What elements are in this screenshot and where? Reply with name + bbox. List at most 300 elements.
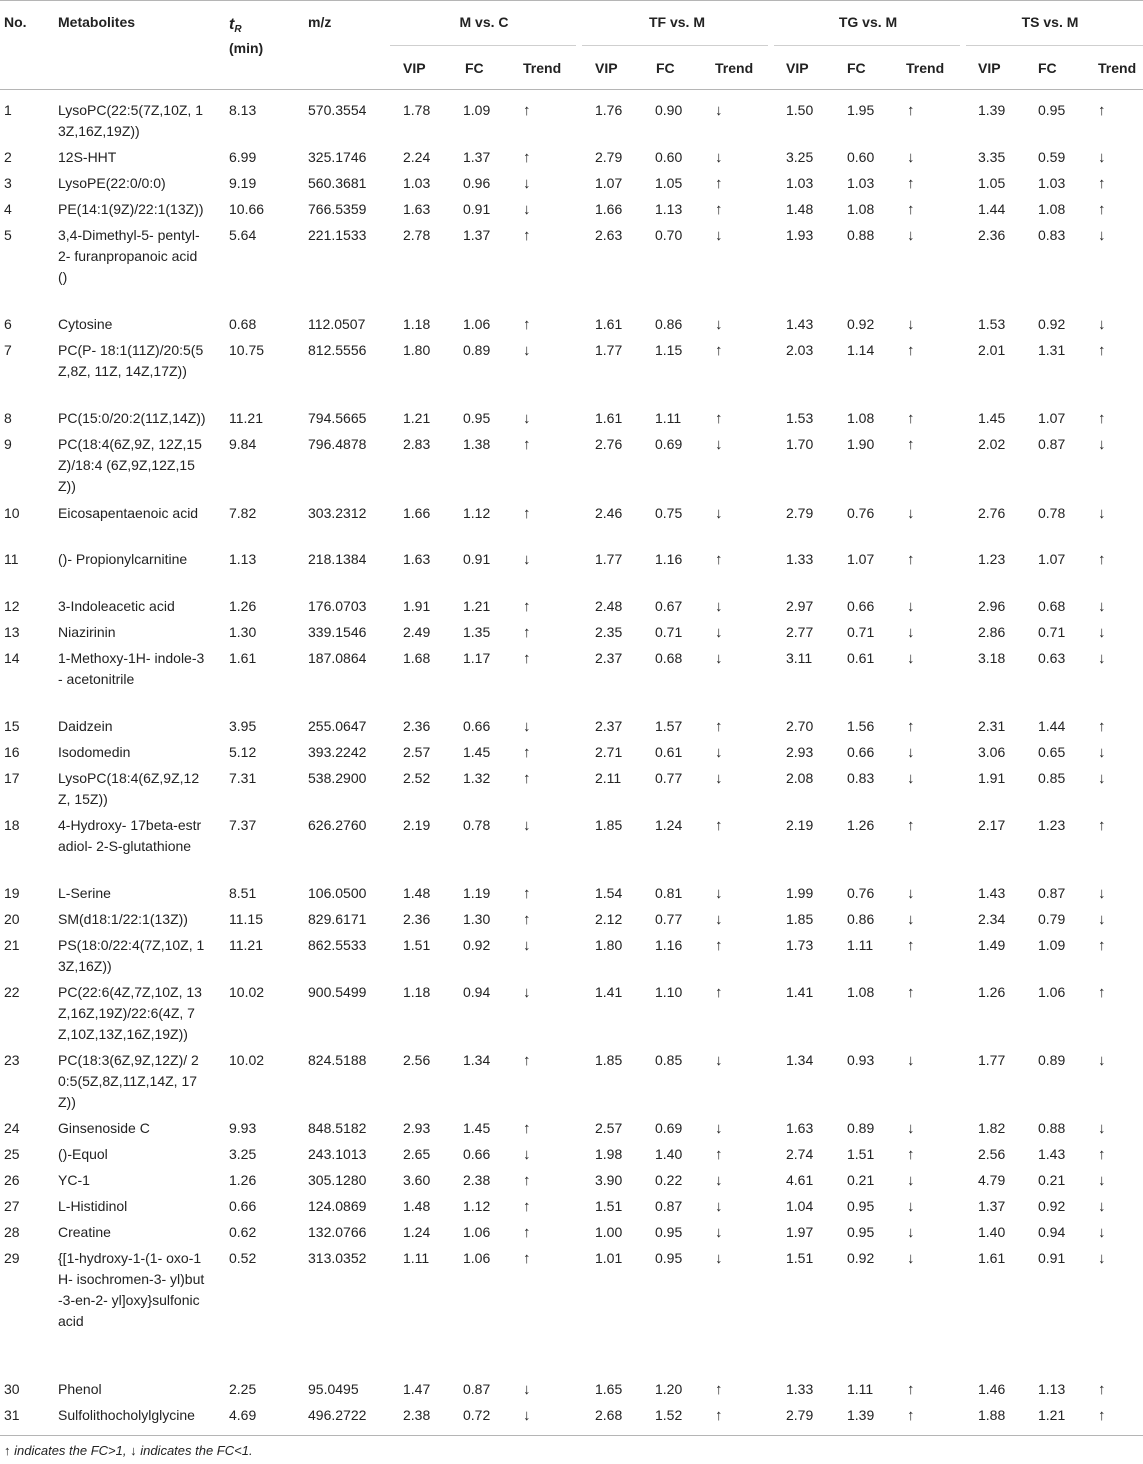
vip-value: 2.48: [595, 598, 623, 614]
trend-arrow: ↑: [715, 175, 723, 192]
vip-value: 1.54: [595, 885, 623, 901]
retention-time: 3.95: [229, 718, 257, 734]
subheader-trend: Trend: [906, 60, 945, 76]
fc-value: 0.61: [847, 650, 875, 666]
mz-value: 187.0864: [308, 650, 367, 666]
vip-value: 2.70: [786, 718, 814, 734]
vip-value: 2.78: [403, 227, 431, 243]
trend-arrow: ↓: [907, 316, 915, 333]
vip-value: 1.77: [595, 551, 623, 567]
row-number: 17: [4, 770, 20, 786]
fc-value: 1.08: [847, 201, 875, 217]
row-number: 31: [4, 1407, 20, 1423]
mz-value: 303.2312: [308, 505, 367, 521]
vip-value: 1.77: [595, 342, 623, 358]
fc-value: 0.95: [463, 410, 491, 426]
vip-value: 1.00: [595, 1224, 623, 1240]
header-group-m-vs-c: M vs. C: [459, 14, 509, 30]
subheader-fc: FC: [1038, 60, 1057, 76]
trend-arrow: ↑: [523, 885, 531, 902]
fc-value: 0.86: [655, 316, 683, 332]
mz-value: 862.5533: [308, 937, 367, 953]
retention-time: 0.62: [229, 1224, 257, 1240]
header-tr-unit: (min): [229, 40, 264, 56]
fc-value: 1.19: [463, 885, 491, 901]
vip-value: 1.23: [978, 551, 1006, 567]
row-number: 8: [4, 410, 12, 426]
vip-value: 2.76: [978, 505, 1006, 521]
vip-value: 2.08: [786, 770, 814, 786]
trend-arrow: ↑: [715, 551, 723, 568]
vip-value: 1.85: [786, 911, 814, 927]
mz-value: 560.3681: [308, 175, 367, 191]
vip-value: 2.93: [403, 1120, 431, 1136]
row-number: 20: [4, 911, 20, 927]
trend-arrow: ↓: [1098, 505, 1106, 522]
vip-value: 1.33: [786, 1381, 814, 1397]
subheader-trend: Trend: [1098, 60, 1137, 76]
mz-value: 112.0507: [308, 316, 366, 332]
vip-value: 1.11: [403, 1250, 430, 1266]
row-number: 12: [4, 598, 20, 614]
fc-value: 0.90: [655, 102, 683, 118]
fc-value: 0.96: [463, 175, 491, 191]
vip-value: 2.38: [403, 1407, 431, 1423]
vip-value: 2.71: [595, 744, 623, 760]
fc-value: 0.81: [655, 885, 683, 901]
trend-arrow: ↓: [715, 102, 723, 119]
trend-arrow: ↓: [523, 551, 531, 568]
fc-value: 0.95: [1038, 102, 1066, 118]
trend-arrow: ↑: [523, 316, 531, 333]
vip-value: 1.61: [978, 1250, 1006, 1266]
vip-value: 1.37: [978, 1198, 1006, 1214]
retention-time: 1.61: [229, 650, 257, 666]
row-number: 23: [4, 1052, 20, 1068]
vip-value: 2.34: [978, 911, 1006, 927]
trend-arrow: ↓: [1098, 624, 1106, 641]
fc-value: 0.87: [1038, 436, 1066, 452]
row-number: 10: [4, 505, 20, 521]
fc-value: 0.66: [847, 744, 875, 760]
fc-value: 0.75: [655, 505, 683, 521]
fc-value: 0.71: [1038, 624, 1066, 640]
fc-value: 0.72: [463, 1407, 491, 1423]
trend-arrow: ↑: [907, 175, 915, 192]
vip-value: 2.96: [978, 598, 1006, 614]
trend-arrow: ↓: [1098, 885, 1106, 902]
trend-arrow: ↑: [523, 1198, 531, 1215]
trend-arrow: ↓: [1098, 316, 1106, 333]
vip-value: 1.61: [595, 316, 623, 332]
metabolite-name: 1-Methoxy-1H- indole-3- acetonitrile: [58, 650, 205, 687]
fc-value: 0.91: [463, 551, 491, 567]
trend-arrow: ↑: [523, 149, 531, 166]
vip-value: 1.51: [786, 1250, 814, 1266]
row-number: 13: [4, 624, 20, 640]
trend-arrow: ↓: [1098, 227, 1106, 244]
trend-arrow: ↑: [523, 911, 531, 928]
retention-time: 0.68: [229, 316, 257, 332]
metabolite-name: Sulfolithocholylglycine: [58, 1407, 195, 1423]
trend-arrow: ↓: [523, 175, 531, 192]
subheader-trend: Trend: [715, 60, 754, 76]
trend-arrow: ↑: [523, 1120, 531, 1137]
vip-value: 1.18: [403, 316, 431, 332]
trend-arrow: ↓: [715, 650, 723, 667]
trend-arrow: ↑: [523, 624, 531, 641]
trend-arrow: ↑: [907, 410, 915, 427]
fc-value: 0.88: [847, 227, 875, 243]
vip-value: 1.61: [595, 410, 623, 426]
fc-value: 0.21: [1038, 1172, 1066, 1188]
retention-time: 4.69: [229, 1407, 257, 1423]
metabolite-name: Ginsenoside C: [58, 1120, 150, 1136]
mz-value: 626.2760: [308, 817, 367, 833]
mz-value: 176.0703: [308, 598, 367, 614]
trend-arrow: ↓: [715, 316, 723, 333]
fc-value: 0.85: [655, 1052, 683, 1068]
vip-value: 1.03: [786, 175, 814, 191]
vip-value: 2.77: [786, 624, 814, 640]
row-number: 16: [4, 744, 20, 760]
vip-value: 1.97: [786, 1224, 814, 1240]
trend-arrow: ↑: [715, 984, 723, 1001]
trend-arrow: ↓: [1098, 1052, 1106, 1069]
row-number: 18: [4, 817, 20, 833]
trend-arrow: ↑: [715, 410, 723, 427]
metabolite-name: SM(d18:1/22:1(13Z)): [58, 911, 188, 927]
fc-value: 0.91: [1038, 1250, 1066, 1266]
fc-value: 0.89: [847, 1120, 875, 1136]
mz-value: 824.5188: [308, 1052, 367, 1068]
vip-value: 1.07: [595, 175, 623, 191]
trend-arrow: ↑: [1098, 1381, 1106, 1398]
vip-value: 2.11: [595, 770, 622, 786]
fc-value: 1.90: [847, 436, 875, 452]
fc-value: 1.12: [463, 505, 491, 521]
vip-value: 2.17: [978, 817, 1006, 833]
trend-arrow: ↑: [907, 1407, 915, 1424]
mz-value: 812.5556: [308, 342, 367, 358]
vip-value: 1.98: [595, 1146, 623, 1162]
trend-arrow: ↑: [1098, 102, 1106, 119]
table-footnote: ↑ indicates the FC>1, ↓ indicates the FC<1.: [4, 1443, 253, 1458]
fc-value: 1.03: [847, 175, 875, 191]
trend-arrow: ↓: [715, 436, 723, 453]
trend-arrow: ↓: [1098, 650, 1106, 667]
vip-value: 1.85: [595, 1052, 623, 1068]
vip-value: 1.53: [786, 410, 814, 426]
fc-value: 0.61: [655, 744, 683, 760]
vip-value: 2.01: [978, 342, 1006, 358]
trend-arrow: ↓: [1098, 1250, 1106, 1267]
mz-value: 393.2242: [308, 744, 367, 760]
trend-arrow: ↓: [523, 718, 531, 735]
fc-value: 0.76: [847, 885, 875, 901]
row-number: 9: [4, 436, 12, 452]
fc-value: 0.87: [463, 1381, 491, 1397]
vip-value: 1.70: [786, 436, 814, 452]
retention-time: 9.93: [229, 1120, 257, 1136]
vip-value: 2.49: [403, 624, 431, 640]
fc-value: 0.89: [1038, 1052, 1066, 1068]
trend-arrow: ↓: [907, 227, 915, 244]
vip-value: 2.97: [786, 598, 814, 614]
trend-arrow: ↓: [1098, 1172, 1106, 1189]
metabolite-name: {[1-hydroxy-1-(1- oxo-1H- isochromen-3- yl)but-3-en-2- yl]oxy}sulfonic acid: [58, 1250, 205, 1329]
trend-arrow: ↓: [715, 1224, 723, 1241]
vip-value: 2.12: [595, 911, 623, 927]
fc-value: 0.60: [847, 149, 875, 165]
mz-value: 339.1546: [308, 624, 367, 640]
vip-value: 1.43: [786, 316, 814, 332]
vip-value: 1.04: [786, 1198, 814, 1214]
trend-arrow: ↑: [523, 598, 531, 615]
vip-value: 1.48: [403, 1198, 431, 1214]
subheader-fc: FC: [656, 60, 675, 76]
metabolite-name: 4-Hydroxy- 17beta-estradiol- 2-S-glutathione: [58, 817, 202, 854]
metabolite-name: Isodomedin: [58, 744, 131, 760]
fc-value: 0.71: [847, 624, 875, 640]
header-group-tg-vs-m: TG vs. M: [838, 14, 898, 30]
fc-value: 1.45: [463, 1120, 491, 1136]
vip-value: 2.56: [403, 1052, 431, 1068]
fc-value: 0.70: [655, 227, 683, 243]
vip-value: 2.19: [786, 817, 814, 833]
fc-value: 0.66: [847, 598, 875, 614]
trend-arrow: ↑: [1098, 1407, 1106, 1424]
trend-arrow: ↓: [907, 149, 915, 166]
metabolite-name: 12S-HHT: [58, 149, 117, 165]
trend-arrow: ↑: [523, 770, 531, 787]
fc-value: 1.40: [655, 1146, 683, 1162]
mz-value: 766.5359: [308, 201, 367, 217]
fc-value: 0.65: [1038, 744, 1066, 760]
metabolite-name: 3-Indoleacetic acid: [58, 598, 175, 614]
mz-value: 794.5665: [308, 410, 367, 426]
row-number: 5: [4, 227, 12, 243]
row-number: 24: [4, 1120, 20, 1136]
vip-value: 2.79: [595, 149, 623, 165]
trend-arrow: ↓: [907, 885, 915, 902]
vip-value: 1.48: [786, 201, 814, 217]
metabolite-name: PC(15:0/20:2(11Z,14Z)): [58, 410, 206, 426]
fc-value: 0.95: [655, 1250, 683, 1266]
retention-time: 8.13: [229, 102, 257, 118]
vip-value: 3.06: [978, 744, 1006, 760]
subheader-fc: FC: [465, 60, 484, 76]
retention-time: 7.37: [229, 817, 257, 833]
row-number: 27: [4, 1198, 20, 1214]
vip-value: 2.65: [403, 1146, 431, 1162]
trend-arrow: ↑: [715, 201, 723, 218]
mz-value: 132.0766: [308, 1224, 367, 1240]
mz-value: 255.0647: [308, 718, 367, 734]
trend-arrow: ↓: [523, 1407, 531, 1424]
fc-value: 0.69: [655, 1120, 683, 1136]
vip-value: 2.02: [978, 436, 1006, 452]
vip-value: 1.24: [403, 1224, 431, 1240]
vip-value: 2.79: [786, 505, 814, 521]
fc-value: 1.06: [463, 1250, 491, 1266]
vip-value: 1.88: [978, 1407, 1006, 1423]
metabolite-name: Cytosine: [58, 316, 113, 332]
fc-value: 1.08: [847, 984, 875, 1000]
vip-value: 1.46: [978, 1381, 1006, 1397]
trend-arrow: ↓: [715, 227, 723, 244]
fc-value: 1.43: [1038, 1146, 1066, 1162]
trend-arrow: ↓: [715, 1052, 723, 1069]
fc-value: 0.95: [847, 1224, 875, 1240]
vip-value: 2.31: [978, 718, 1006, 734]
trend-arrow: ↓: [1098, 770, 1106, 787]
fc-value: 0.76: [847, 505, 875, 521]
fc-value: 0.95: [655, 1224, 683, 1240]
trend-arrow: ↑: [1098, 984, 1106, 1001]
vip-value: 1.44: [978, 201, 1006, 217]
trend-arrow: ↑: [907, 1381, 915, 1398]
metabolite-name: PC(P- 18:1(11Z)/20:5(5Z,8Z, 11Z, 14Z,17Z)): [58, 342, 204, 379]
trend-arrow: ↓: [1098, 1120, 1106, 1137]
trend-arrow: ↓: [1098, 1198, 1106, 1215]
trend-arrow: ↓: [907, 598, 915, 615]
subheader-vip: VIP: [403, 60, 426, 76]
fc-value: 1.37: [463, 227, 491, 243]
vip-value: 2.57: [403, 744, 431, 760]
vip-value: 2.56: [978, 1146, 1006, 1162]
vip-value: 2.19: [403, 817, 431, 833]
fc-value: 1.95: [847, 102, 875, 118]
metabolite-name: PS(18:0/22:4(7Z,10Z, 13Z,16Z)): [58, 937, 205, 974]
fc-value: 1.09: [1038, 937, 1066, 953]
metabolite-name: PC(22:6(4Z,7Z,10Z, 13Z,16Z,19Z)/22:6(4Z, 7Z,10Z,13Z,16Z,19Z)): [58, 984, 202, 1042]
trend-arrow: ↓: [715, 770, 723, 787]
mz-value: 829.6171: [308, 911, 367, 927]
trend-arrow: ↑: [523, 1052, 531, 1069]
fc-value: 1.09: [463, 102, 491, 118]
vip-value: 1.53: [978, 316, 1006, 332]
mz-value: 848.5182: [308, 1120, 367, 1136]
fc-value: 1.03: [1038, 175, 1066, 191]
fc-value: 0.77: [655, 770, 683, 786]
trend-arrow: ↑: [1098, 718, 1106, 735]
retention-time: 0.52: [229, 1250, 257, 1266]
retention-time: 1.13: [229, 551, 257, 567]
vip-value: 1.50: [786, 102, 814, 118]
fc-value: 0.66: [463, 718, 491, 734]
mz-value: 305.1280: [308, 1172, 367, 1188]
fc-value: 0.78: [1038, 505, 1066, 521]
vip-value: 1.34: [786, 1052, 814, 1068]
trend-arrow: ↓: [715, 1250, 723, 1267]
vip-value: 3.35: [978, 149, 1006, 165]
trend-arrow: ↑: [1098, 817, 1106, 834]
metabolite-name: L-Serine: [58, 885, 111, 901]
trend-arrow: ↓: [715, 1172, 723, 1189]
fc-value: 0.83: [847, 770, 875, 786]
trend-arrow: ↓: [715, 911, 723, 928]
fc-value: 1.51: [847, 1146, 875, 1162]
vip-value: 1.43: [978, 885, 1006, 901]
fc-value: 1.45: [463, 744, 491, 760]
fc-value: 1.32: [463, 770, 491, 786]
fc-value: 0.66: [463, 1146, 491, 1162]
vip-value: 2.24: [403, 149, 431, 165]
trend-arrow: ↑: [523, 102, 531, 119]
vip-value: 1.45: [978, 410, 1006, 426]
trend-arrow: ↑: [715, 817, 723, 834]
vip-value: 2.74: [786, 1146, 814, 1162]
trend-arrow: ↓: [907, 1224, 915, 1241]
trend-arrow: ↓: [715, 1198, 723, 1215]
metabolite-name: LysoPE(22:0/0:0): [58, 175, 166, 191]
mz-value: 325.1746: [308, 149, 367, 165]
mz-value: 538.2900: [308, 770, 367, 786]
vip-value: 1.73: [786, 937, 814, 953]
metabolite-name: YC-1: [58, 1172, 90, 1188]
retention-time: 7.31: [229, 770, 257, 786]
fc-value: 0.91: [463, 201, 491, 217]
trend-arrow: ↓: [907, 770, 915, 787]
vip-value: 3.25: [786, 149, 814, 165]
trend-arrow: ↑: [715, 937, 723, 954]
row-number: 26: [4, 1172, 20, 1188]
trend-arrow: ↑: [715, 718, 723, 735]
vip-value: 1.91: [978, 770, 1006, 786]
trend-arrow: ↓: [523, 1146, 531, 1163]
fc-value: 0.92: [463, 937, 491, 953]
fc-value: 0.93: [847, 1052, 875, 1068]
mz-value: 221.1533: [308, 227, 367, 243]
header-tr-subscript: R: [234, 24, 242, 35]
fc-value: 0.68: [655, 650, 683, 666]
vip-value: 2.63: [595, 227, 623, 243]
header-metabolites: Metabolites: [58, 14, 136, 30]
vip-value: 2.36: [403, 911, 431, 927]
fc-value: 2.38: [463, 1172, 491, 1188]
fc-value: 1.06: [463, 316, 491, 332]
vip-value: 1.03: [403, 175, 431, 191]
fc-value: 0.22: [655, 1172, 683, 1188]
fc-value: 1.35: [463, 624, 491, 640]
trend-arrow: ↑: [715, 342, 723, 359]
fc-value: 0.87: [655, 1198, 683, 1214]
trend-arrow: ↑: [907, 342, 915, 359]
trend-arrow: ↑: [715, 1381, 723, 1398]
retention-time: 11.21: [229, 937, 263, 953]
fc-value: 1.13: [655, 201, 683, 217]
fc-value: 1.07: [1038, 551, 1066, 567]
vip-value: 1.40: [978, 1224, 1006, 1240]
retention-time: 2.25: [229, 1381, 257, 1397]
vip-value: 2.36: [403, 718, 431, 734]
fc-value: 1.34: [463, 1052, 491, 1068]
fc-value: 0.86: [847, 911, 875, 927]
retention-time: 10.66: [229, 201, 265, 217]
retention-time: 6.99: [229, 149, 257, 165]
vip-value: 2.68: [595, 1407, 623, 1423]
fc-value: 1.21: [1038, 1407, 1066, 1423]
row-number: 15: [4, 718, 20, 734]
retention-time: 5.64: [229, 227, 257, 243]
vip-value: 1.65: [595, 1381, 623, 1397]
fc-value: 0.95: [847, 1198, 875, 1214]
vip-value: 1.41: [786, 984, 814, 1000]
vip-value: 1.41: [595, 984, 623, 1000]
trend-arrow: ↑: [523, 436, 531, 453]
vip-value: 3.90: [595, 1172, 623, 1188]
